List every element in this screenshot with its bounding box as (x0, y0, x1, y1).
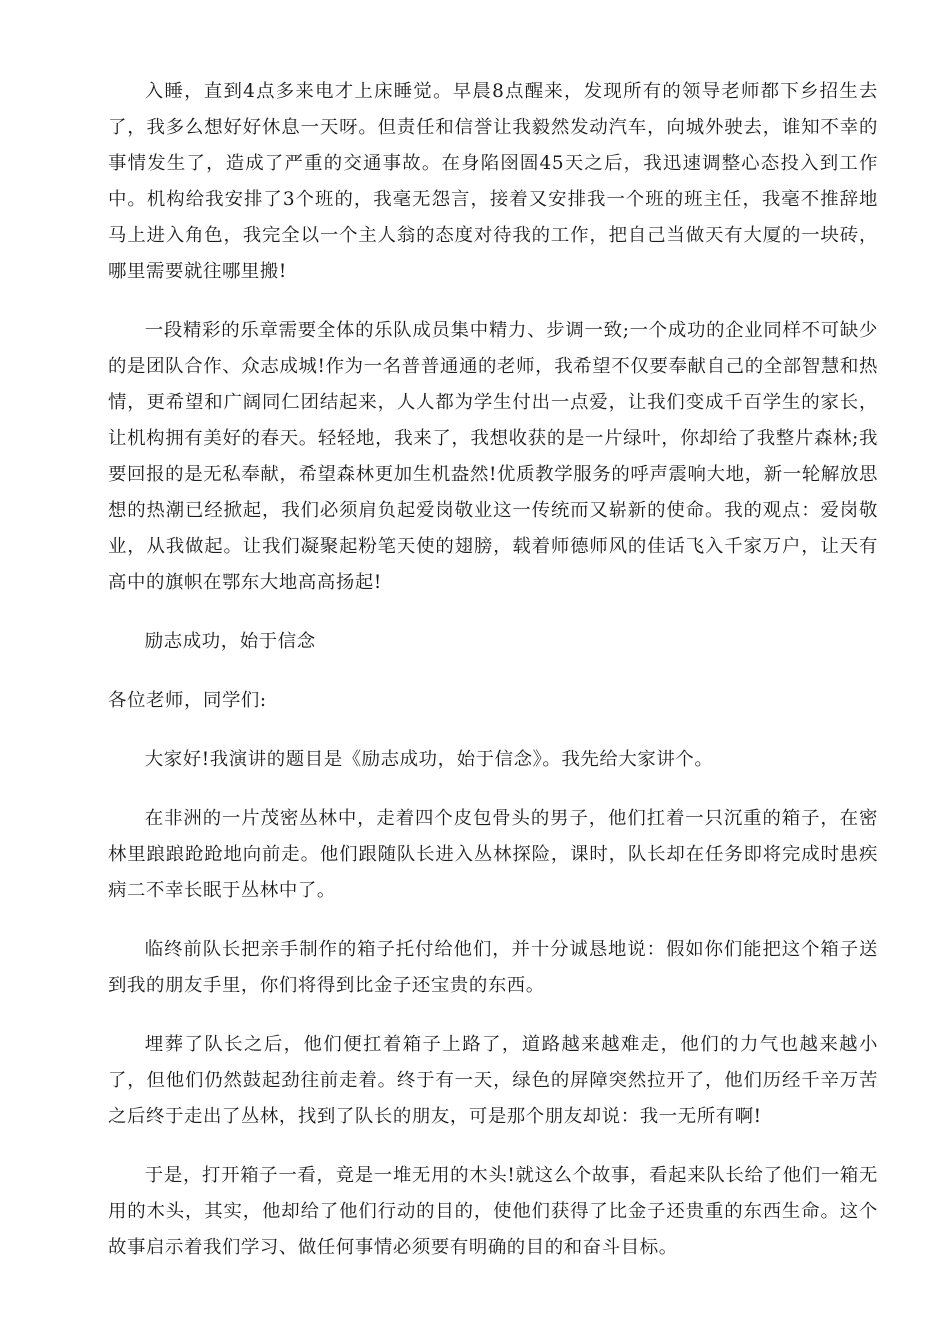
paragraph: 在非洲的一片茂密丛林中，走着四个皮包骨头的男子，他们扛着一只沉重的箱子，在密林里踉踉跄跄地向前走。他们跟随队长进入丛林探险，课时，队长却在任务即将完成时患疾病二不幸长眠于丛林中了。 (108, 808, 878, 901)
paragraph: 一段精彩的乐章需要全体的乐队成员集中精力、步调一致;一个成功的企业同样不可缺少的是团队合作、众志成城!作为一名普普通通的老师，我希望不仅要奉献自己的全部智慧和热情，更希望和广阔同仁团结起来，人人都为学生付出一点爱，让我们变成千百学生的家长，让机构拥有美好的春天。轻轻地，我来了，我想收获的是一片绿叶，你却给了我整片森林;我要回报的是无私奉献，希望森林更加生机盎然!优质教学服务的呼声震响大地，新一轮解放思想的热潮已经掀起，我们必须肩负起爱岗敬业这一传统而又崭新的使命。我的观点：爱岗敬业，从我做起。让我们凝聚起粉笔天使的翅膀，载着师德师风的佳话飞入千家万户，让天有高中的旗帜在鄂东大地高高扬起! (108, 320, 878, 593)
paragraph: 大家好!我演讲的题目是《励志成功，始于信念》。我先给大家讲个。 (144, 749, 714, 770)
paragraph: 埋葬了队长之后，他们便扛着箱子上路了，道路越来越难走，他们的力气也越来越小了，但他们仍然鼓起劲往前走着。终于有一天，绿色的屏障突然拉开了，他们历经千辛万苦之后终于走出了丛林，找到了队长的朋友，可是那个朋友却说：我一无所有啊! (108, 1034, 878, 1127)
salutation: 各位老师，同学们: (108, 690, 267, 711)
paragraph: 于是，打开箱子一看，竟是一堆无用的木头!就这么个故事，看起来队长给了他们一箱无用的木头，其实，他却给了他们行动的目的，使他们获得了比金子还贵重的东西生命。这个故事启示着我们学习、做任何事情必须要有明确的目的和奋斗目标。 (108, 1165, 878, 1258)
paragraph: 入睡，直到4点多来电才上床睡觉。早晨8点醒来，发现所有的领导老师都下乡招生去了，我多么想好好休息一天呀。但责任和信誉让我毅然发动汽车，向城外驶去，谁知不幸的事情发生了，造成了严重的交通事故。在身陷囹圄45天之后，我迅速调整心态投入到工作中。机构给我安排了3个班的，我毫无怨言，接着又安排我一个班的班主任，我毫不推辞地马上进入角色，我完全以一个主人翁的态度对待我的工作，把自己当做天有大厦的一块砖，哪里需要就往哪里搬! (108, 81, 878, 282)
document-body (108, 74, 878, 1289)
section-title: 励志成功，始于信念 (144, 631, 316, 652)
paragraph: 临终前队长把亲手制作的箱子托付给他们，并十分诚恳地说：假如你们能把这个箱子送到我的朋友手里，你们将得到比金子还宝贵的东西。 (108, 939, 878, 996)
